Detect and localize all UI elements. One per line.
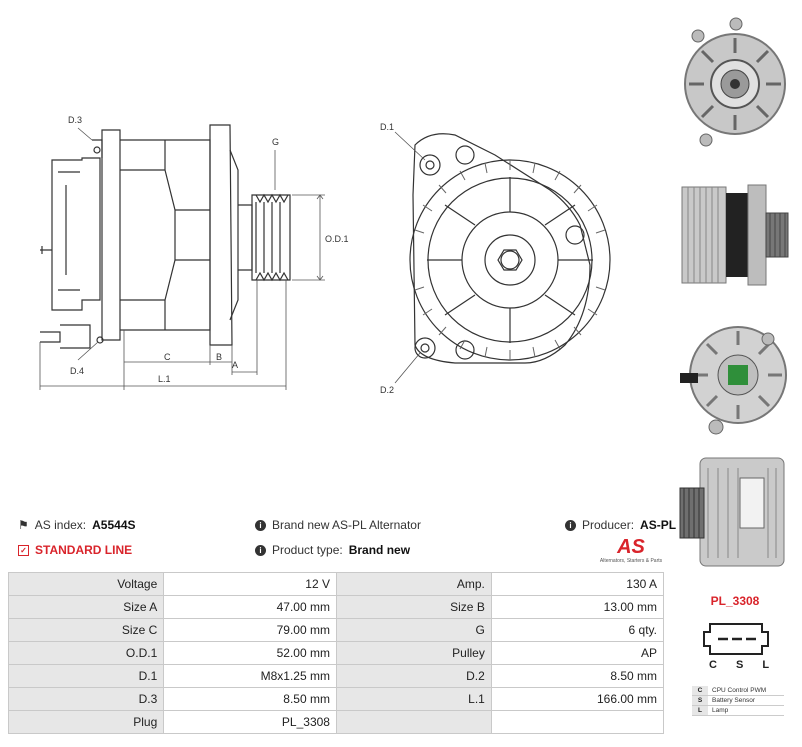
front-view-drawing xyxy=(375,115,625,400)
product-type-value: Brand new xyxy=(348,543,411,557)
specs-table xyxy=(8,572,664,734)
spec-row xyxy=(9,642,664,665)
legend-text: Lamp xyxy=(712,707,729,714)
as-logo xyxy=(598,536,664,564)
plug-title: PL_3308 xyxy=(710,594,760,608)
product-photo-front[interactable] xyxy=(676,8,794,158)
spec-value: 8.50 mm xyxy=(164,688,337,711)
spec-row xyxy=(9,573,664,596)
plug-connector-icon xyxy=(700,618,772,658)
label-a: A xyxy=(232,360,239,370)
spec-value: 166.00 mm xyxy=(491,688,663,711)
as-index xyxy=(18,518,136,532)
spec-row xyxy=(9,665,664,688)
label-d1: D.1 xyxy=(380,122,395,132)
spec-row xyxy=(9,711,664,734)
spec-value: 79.00 mm xyxy=(164,619,337,642)
spec-value: PL_3308 xyxy=(164,711,337,734)
spec-label: Pulley xyxy=(336,642,491,665)
spec-value xyxy=(491,711,663,734)
legend-text: CPU Control PWM xyxy=(712,687,767,694)
label-b: B xyxy=(216,352,223,362)
spec-label: Size C xyxy=(9,619,164,642)
spec-label xyxy=(336,711,491,734)
plug-pins: C S L xyxy=(708,659,778,671)
legend-key: S xyxy=(692,696,708,705)
spec-label: Plug xyxy=(9,711,164,734)
spec-value: M8x1.25 mm xyxy=(164,665,337,688)
as-index-value: A5544S xyxy=(92,518,136,532)
spec-label: G xyxy=(336,619,491,642)
product-photo-angle[interactable] xyxy=(676,448,794,578)
legend-row xyxy=(692,706,784,716)
standard-line xyxy=(18,543,132,557)
label-g: G xyxy=(272,137,280,147)
legend-row xyxy=(692,686,784,696)
label-c: C xyxy=(164,352,171,362)
spec-label: D.2 xyxy=(336,665,491,688)
spec-label: D.3 xyxy=(9,688,164,711)
label-d2: D.2 xyxy=(380,385,395,395)
legend-key: L xyxy=(692,706,708,715)
tag-icon: ⚑ xyxy=(18,518,29,532)
spec-label: L.1 xyxy=(336,688,491,711)
product-type-label: Product type: xyxy=(272,543,343,557)
spec-label: O.D.1 xyxy=(9,642,164,665)
checkbox-icon: ✓ xyxy=(18,545,29,556)
standard-line-label: STANDARD LINE xyxy=(35,543,133,557)
spec-label: Size A xyxy=(9,596,164,619)
spec-label: Amp. xyxy=(336,573,491,596)
product-type xyxy=(255,543,410,557)
plug-legend xyxy=(692,686,784,716)
producer-value: AS-PL xyxy=(640,518,677,532)
label-l1: L.1 xyxy=(158,374,171,384)
legend-row xyxy=(692,696,784,706)
spec-label: Size B xyxy=(336,596,491,619)
legend-key: C xyxy=(692,686,708,695)
info-icon: i xyxy=(565,520,576,531)
product-photo-side[interactable] xyxy=(676,175,794,295)
as-logo-mark: AS xyxy=(617,536,645,558)
as-index-label: AS index: xyxy=(34,518,87,532)
label-d4: D.4 xyxy=(70,366,85,376)
spec-value: 6 qty. xyxy=(491,619,663,642)
description-text: Brand new AS-PL Alternator xyxy=(272,518,421,532)
info-icon: i xyxy=(255,520,266,531)
info-icon: i xyxy=(255,545,266,556)
side-view-drawing xyxy=(20,110,349,400)
spec-value: 52.00 mm xyxy=(164,642,337,665)
spec-label: Voltage xyxy=(9,573,164,596)
spec-row xyxy=(9,596,664,619)
spec-value: 130 A xyxy=(491,573,663,596)
as-logo-tagline: Alternators, Starters & Parts xyxy=(599,558,663,564)
producer-label: Producer: xyxy=(582,518,635,532)
spec-value: AP xyxy=(491,642,663,665)
spec-value: 12 V xyxy=(164,573,337,596)
spec-value: 47.00 mm xyxy=(164,596,337,619)
legend-text: Battery Sensor xyxy=(712,697,755,704)
label-od1: O.D.1 xyxy=(325,234,349,244)
label-d3: D.3 xyxy=(68,115,83,125)
spec-row xyxy=(9,688,664,711)
producer xyxy=(565,518,676,532)
product-photo-rear[interactable] xyxy=(676,315,794,445)
spec-row xyxy=(9,619,664,642)
description xyxy=(255,518,421,532)
spec-label: D.1 xyxy=(9,665,164,688)
spec-value: 8.50 mm xyxy=(491,665,663,688)
spec-value: 13.00 mm xyxy=(491,596,663,619)
